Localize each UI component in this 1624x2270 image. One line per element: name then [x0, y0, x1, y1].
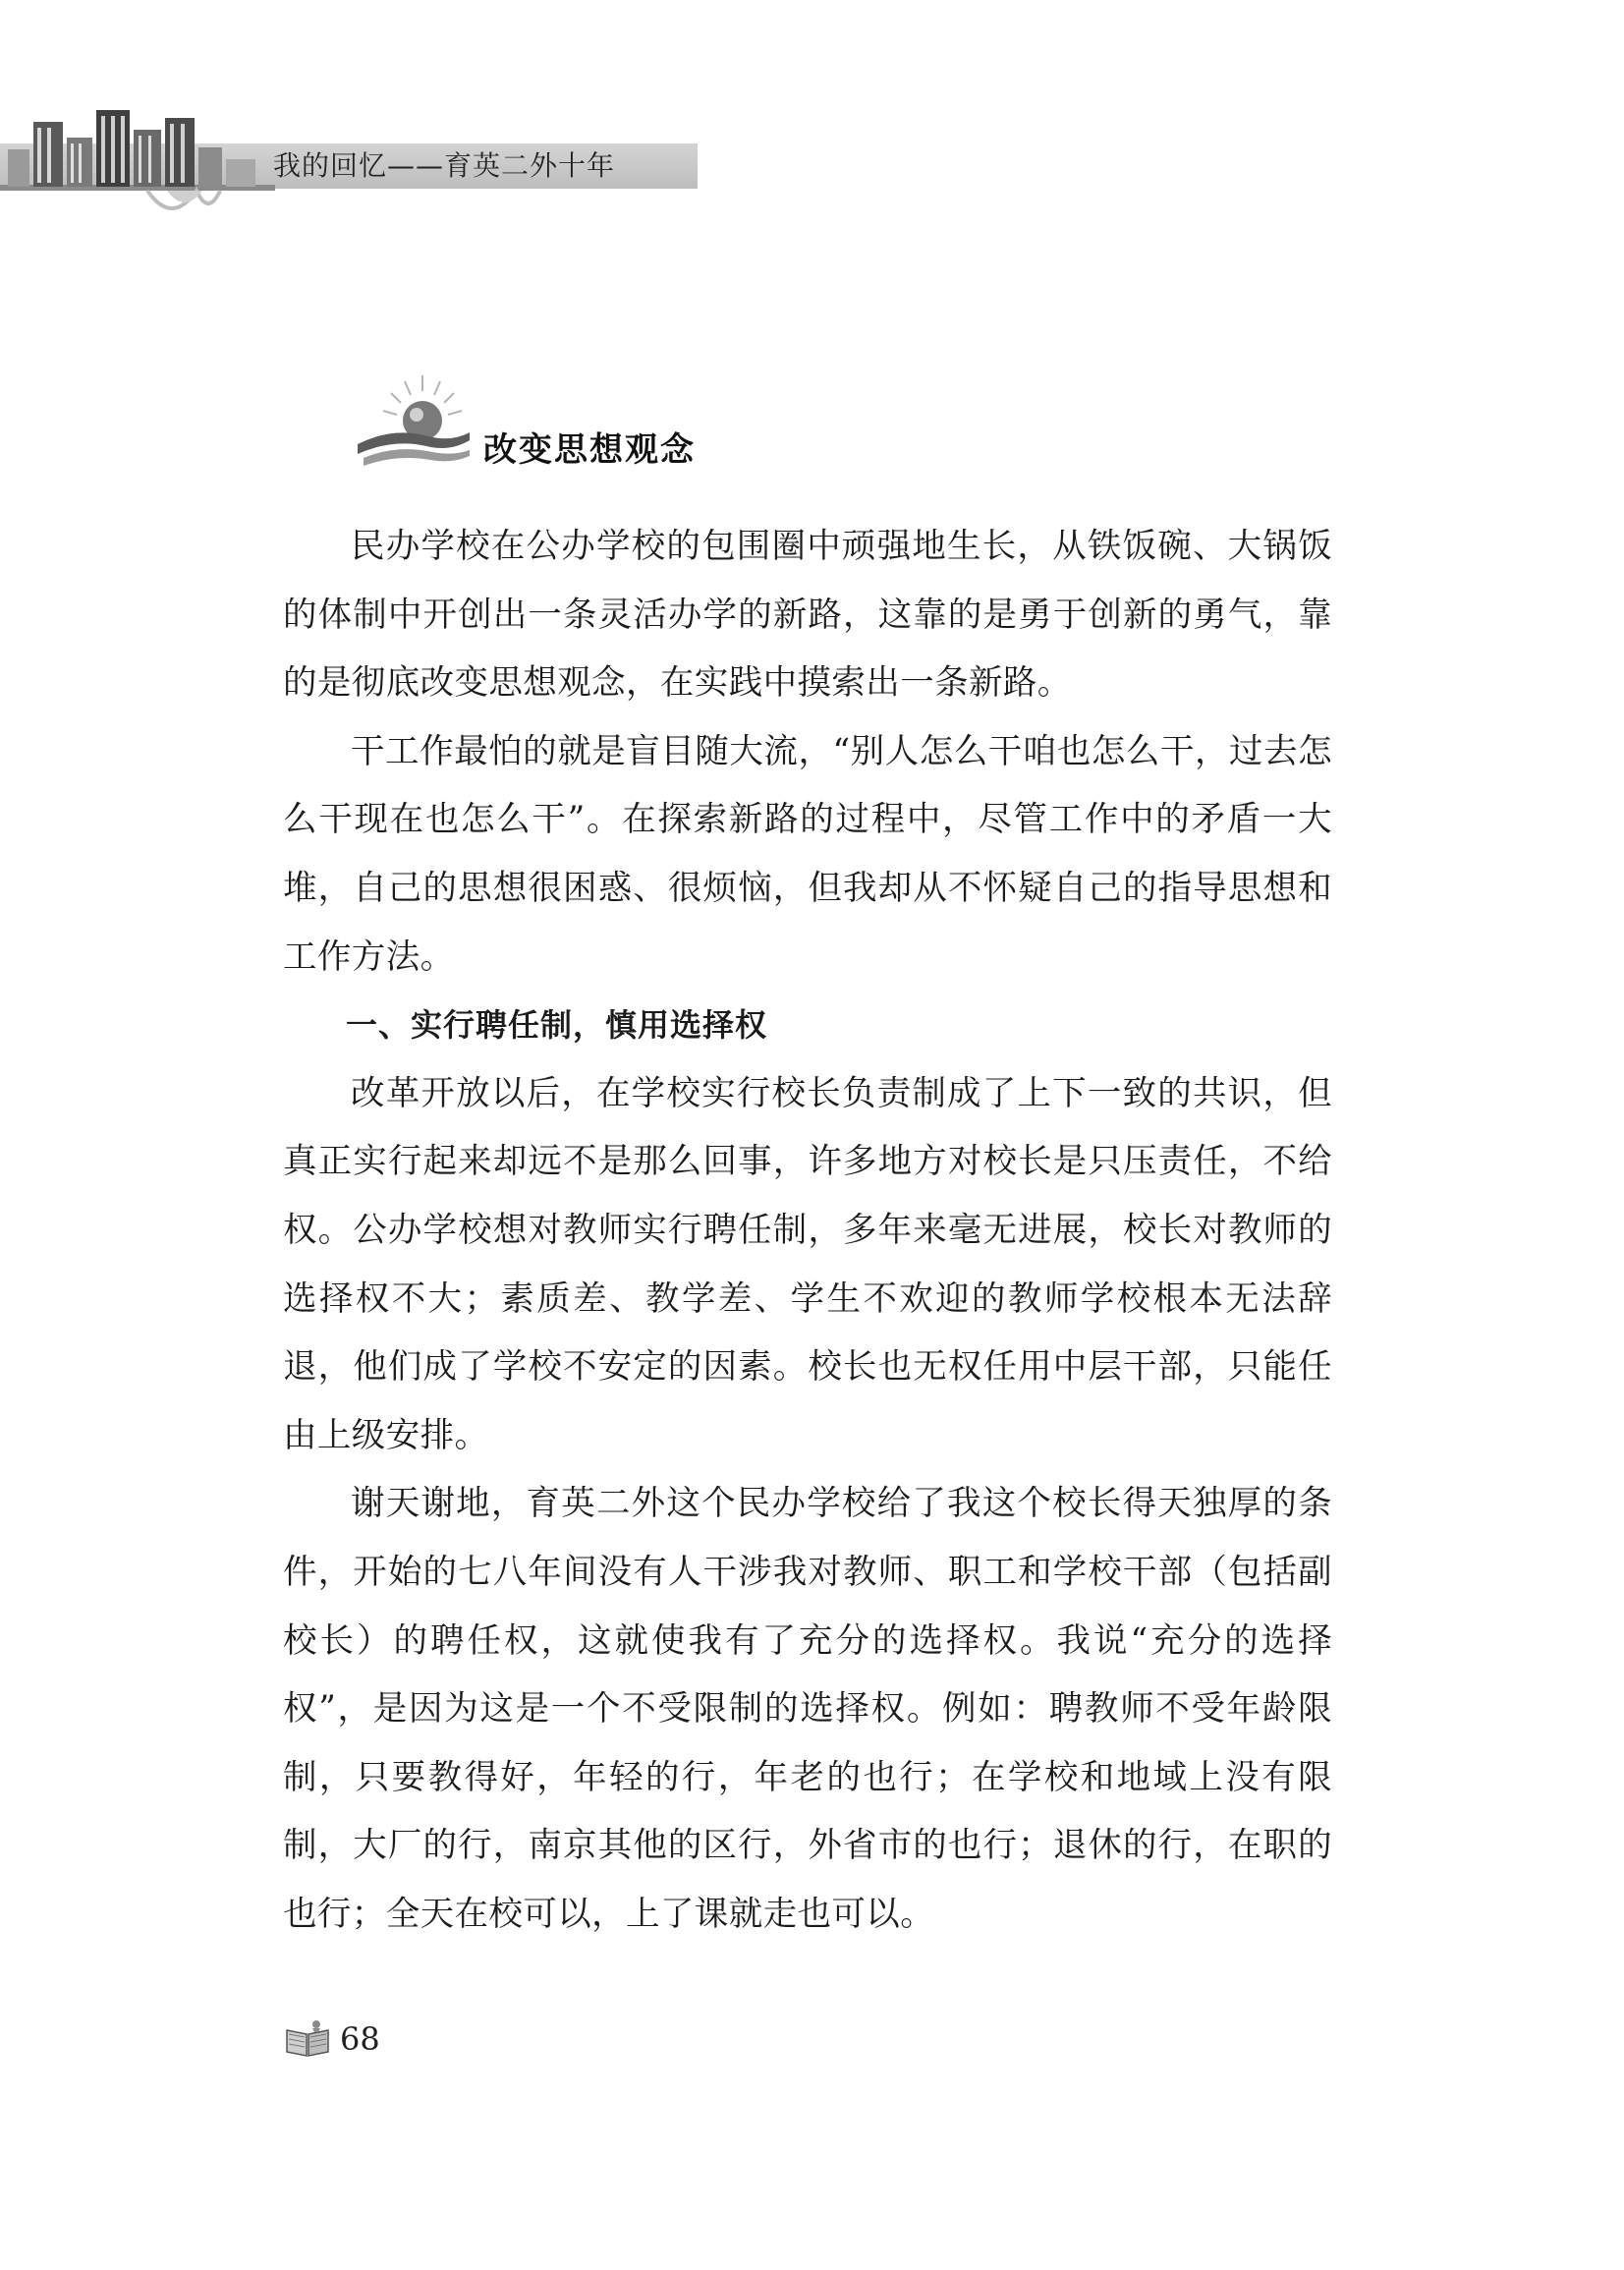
paragraph-3: 改革开放以后，在学校实行校长负责制成了上下一致的共识，但真正实行起来却远不是那么回事，许多地方对校长是只压责任，不给权。公办学校想对教师实行聘任制，多年来毫无进展，校长对教师的选择权不大；素质差、教学差、学生不欢迎的教师学校根本无法辞退，他们成了学校不安定的因素。校长也无权任用中层干部，只能任由上级安排。 — [283, 1073, 1332, 1455]
running-header — [0, 98, 707, 226]
running-title: 我的回忆——育英二外十年 — [273, 149, 616, 182]
paragraph-1: 民办学校在公办学校的包围圈中顽强地生长，从铁饭碗、大锅饭的体制中开创出一条灵活办学的新路，这靠的是勇于创新的勇气，靠的是彻底改变思想观念，在实践中摸索出一条新路。 — [283, 527, 1332, 704]
article-body — [283, 513, 1332, 1949]
paragraph-2: 干工作最怕的就是盲目随大流，“别人怎么干咱也怎么干，过去怎么干现在也怎么干”。在探索新路的过程中，尽管工作中的矛盾一大堆，自己的思想很困惑、很烦恼，但我却从不怀疑自己的指导思想和工作方法。 — [283, 731, 1332, 977]
section-title: 改变思想观念 — [483, 430, 696, 470]
page-number: 68 — [340, 2020, 380, 2058]
paragraph-4: 谢天谢地，育英二外这个民办学校给了我这个校长得天独厚的条件，开始的七八年间没有人干涉我对教师、职工和学校干部（包括副校长）的聘任权，这就使我有了充分的选择权。我说“充分的选择权”，是因为这是一个不受限制的选择权。例如：聘教师不受年龄限制，只要教得好，年轻的行，年老的也行；在学校和地域上没有限制，大厂的行，南京其他的区行，外省市的也行；退休的行，在职的也行；全天在校可以，上了课就走也可以。 — [283, 1484, 1332, 1934]
open-book-icon — [283, 2018, 332, 2058]
city-skyline-icon — [0, 98, 275, 226]
page-footer — [283, 2015, 479, 2073]
sun-over-waves-icon — [354, 371, 472, 480]
section-heading — [354, 371, 845, 480]
subsection-heading: 一、实行聘任制，慎用选择权 — [346, 1006, 768, 1045]
